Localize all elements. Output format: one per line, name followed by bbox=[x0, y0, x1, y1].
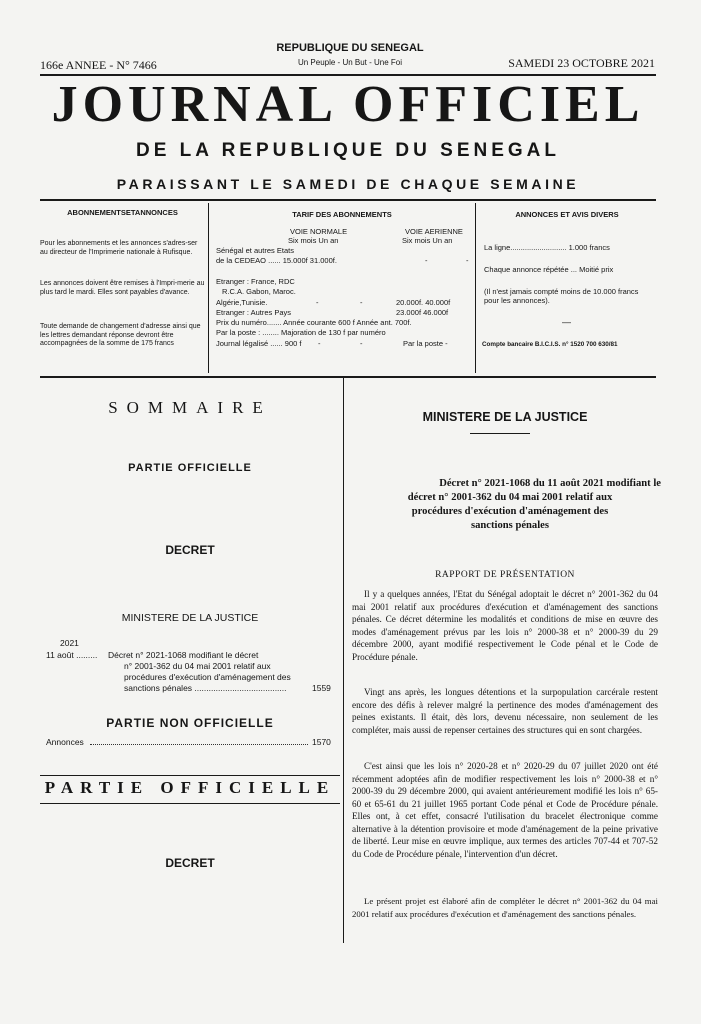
tarif-cell: - bbox=[425, 256, 428, 265]
entry-line: n° 2001-362 du 04 mai 2001 relatif aux bbox=[124, 661, 271, 671]
voie-aerienne-columns: Six mois Un an bbox=[402, 236, 453, 245]
entry-date: 11 août ......... bbox=[46, 650, 98, 660]
article-title-line: Décret n° 2021-1068 du 11 août 2021 modifiant le bbox=[439, 478, 661, 489]
section-rule bbox=[40, 775, 340, 776]
tarif-cell: - bbox=[360, 298, 363, 307]
tarif-cell: 23.000f 46.000f bbox=[396, 308, 449, 317]
info-divider-right bbox=[475, 203, 476, 373]
tarif-row-cedeao: de la CEDEAO ...... 15.000f 31.000f. bbox=[216, 256, 337, 265]
partie-officielle-heading: PARTIE OFFICIELLE bbox=[128, 462, 252, 474]
tarif-row-poste: Par la poste : ........ Majoration de 130 f par numéro bbox=[216, 328, 386, 337]
tarif-cell: - bbox=[318, 339, 321, 348]
motto: Un Peuple - Un But - Une Foi bbox=[297, 58, 403, 67]
country-name: REPUBLIQUE DU SENEGAL bbox=[276, 42, 424, 54]
annonces-ligne: La ligne........................... 1.000 francs bbox=[484, 243, 610, 252]
paragraph-4: Le présent projet est élaboré afin de compléter le décret n° 2001-362 du 04 mai 2001 relatif aux procédures d'exécution et d'aménagement des sanctions pénales. bbox=[352, 896, 658, 919]
subscriptions-heading: ABONNEMENTSETANNONCES bbox=[67, 208, 178, 217]
entry-line: sanctions pénales ....................................... bbox=[124, 683, 287, 693]
voie-normale-label: VOIE NORMALE bbox=[290, 227, 348, 236]
rapport-heading: RAPPORT DE PRÉSENTATION bbox=[435, 570, 575, 580]
edition-number: 166e ANNEE - N° 7466 bbox=[40, 58, 157, 72]
tarif-heading: TARIF DES ABONNEMENTS bbox=[292, 210, 392, 219]
voie-aerienne-label: VOIE AERIENNE bbox=[405, 227, 463, 236]
article-title-line: procédures d'exécution d'aménagement des bbox=[411, 506, 609, 517]
tarif-row-senegal: Sénégal et autres Etats bbox=[216, 246, 294, 255]
decret-heading-2: DECRET bbox=[165, 856, 215, 870]
ministere-heading: MINISTERE DE LA JUSTICE bbox=[121, 612, 259, 624]
tarif-row-etranger-2: R.C.A. Gabon, Maroc. bbox=[222, 287, 296, 296]
annonces-note: (Il n'est jamais compté moins de 10.000 francs pour les annonces). bbox=[484, 287, 639, 305]
paragraph-2: Vingt ans après, les longues détentions et la surpopulation carcérale restent encore des défis à relever malgré la pertinence des modes d'aménagement des peines existants. Il était, dès lors, devenu nécessaire, non seulement de les compléter, mais aussi de repenser certaines des structures qui en sont chargées. bbox=[352, 687, 658, 735]
decret-heading: DECRET bbox=[165, 543, 215, 557]
partie-officielle-big-heading: PARTIE OFFICIELLE bbox=[44, 778, 336, 797]
entry-year: 2021 bbox=[60, 638, 79, 648]
journal-subtitle: DE LA REPUBLIQUE DU SENEGAL bbox=[136, 140, 560, 161]
tarif-cell: 20.000f. 40.000f bbox=[396, 298, 451, 307]
subscriptions-text-2: Les annonces doivent être remises à l'Impri-merie au plus tard le mardi. Elles sont payables d'avance. bbox=[40, 280, 205, 296]
entry-line: procédures d'exécution d'aménagement des bbox=[124, 672, 291, 682]
tarif-cell: - bbox=[316, 298, 319, 307]
section-rule bbox=[40, 803, 340, 804]
annonces-dash: — bbox=[562, 317, 571, 327]
article-title-line: décret n° 2001-362 du 04 mai 2001 relatif aux bbox=[407, 492, 613, 503]
annonces-heading: ANNONCES ET AVIS DIVERS bbox=[515, 210, 619, 219]
paragraph-3: C'est ainsi que les lois n° 2020-28 et n° 2020-29 du 07 juillet 2020 ont été récemment adoptées afin de modifier respectivement les lois n° 2000-38 et n° 2000-39 du 29 décembre 2000, qui avaient antérieurement modifié les lois n° 65-60 et 65-61 du 21 juillet 1965 portant Code pénal et Code de Procédure pénale. Elles ont, à cet effet, consacré l'utilisation du bracelet électronique comme alternative à la détention provisoire et mode d'aménagement de la peine privative de liberté. Leur mise en œuvre implique, aux termes des articles 707-44 et 707-52 du Code de Procédure pénale, l'intervention d'un décret. bbox=[352, 761, 658, 859]
annonces-repetee: Chaque annonce répétée ... Moitié prix bbox=[484, 265, 614, 274]
column-divider bbox=[343, 378, 344, 943]
annonces-page-number: 1570 bbox=[312, 737, 331, 747]
tarif-row-etranger-3: Algérie,Tunisie. bbox=[216, 298, 268, 307]
info-divider-left bbox=[208, 203, 209, 373]
tarif-row-legalise: Journal légalisé ...... 900 f bbox=[216, 339, 302, 348]
sommaire-title: SOMMAIRE bbox=[108, 398, 272, 417]
annonces-entry: Annonces bbox=[46, 737, 84, 747]
tarif-cell: - bbox=[466, 256, 469, 265]
partie-non-officielle-heading: PARTIE NON OFFICIELLE bbox=[106, 716, 274, 730]
voie-normale-columns: Six mois Un an bbox=[288, 236, 339, 245]
subscriptions-text-1: Pour les abonnements et les annonces s'adres-ser au directeur de l'Imprimerie nationale à Rufisque. bbox=[40, 240, 198, 256]
publication-frequency: PARAISSANT LE SAMEDI DE CHAQUE SEMAINE bbox=[116, 176, 580, 192]
publication-date: SAMEDI 23 OCTOBRE 2021 bbox=[508, 56, 655, 70]
article-title bbox=[351, 477, 661, 491]
info-bottom-rule bbox=[40, 376, 656, 378]
paragraph-1: Il y a quelques années, l'Etat du Sénégal adoptait le décret n° 2001-362 du 04 mai 2001 relatif aux procédures d'exécution et d'aménagement des sanctions pénales. Ce décret détermine les modalités et conditions de mise en œuvre des modes d'aménagement prévus par les lois n° 2000-38 et n° 2000-39 du 29 décembre 2000, ayant modifié respectivement le Code pénal et le Code de Procédure pénale. bbox=[352, 589, 658, 662]
tarif-row-etranger-1: Etranger : France, RDC bbox=[216, 277, 295, 286]
tarif-row-autres-pays: Etranger : Autres Pays bbox=[216, 308, 292, 317]
frequency-rule bbox=[40, 199, 656, 201]
ministry-underline bbox=[470, 433, 530, 434]
entry-page-number: 1559 bbox=[312, 683, 331, 693]
journal-title: JOURNAL OFFICIEL bbox=[51, 76, 645, 133]
tarif-cell: Par la poste - bbox=[403, 339, 448, 348]
article-ministry: MINISTERE DE LA JUSTICE bbox=[422, 410, 588, 424]
tarif-row-prix-numero: Prix du numéro....... Année courante 600 f Année ant. 700f. bbox=[216, 318, 412, 327]
dot-leader bbox=[90, 744, 308, 745]
entry-line: Décret n° 2021-1068 modifiant le décret bbox=[108, 650, 259, 660]
tarif-cell: - bbox=[360, 339, 363, 348]
article-title-line: sanctions pénales bbox=[471, 520, 549, 531]
bank-account: Compte bancaire B.I.C.I.S. n° 1520 700 630/81 bbox=[482, 341, 618, 348]
subscriptions-text-3: Toute demande de changement d'adresse ainsi que les lettres demandant réponse devront être accompagnées de la somme de 175 francs bbox=[40, 323, 201, 348]
